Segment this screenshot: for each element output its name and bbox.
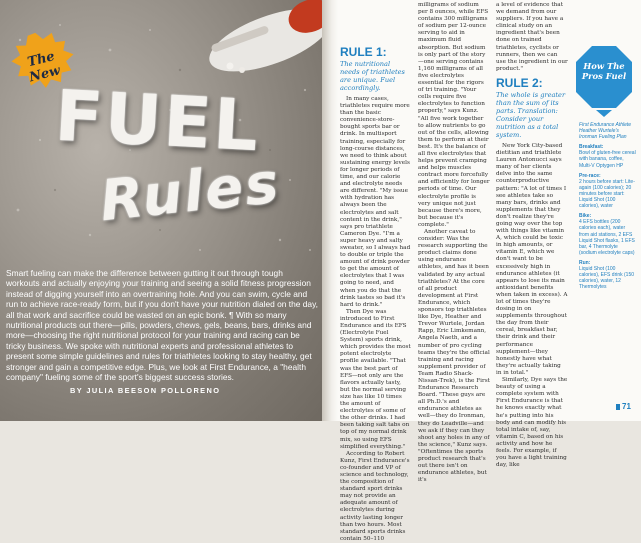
page-gutter [322,0,338,421]
sidebar-section [579,144,636,168]
sidebar-section [579,213,636,256]
sidebar-section [579,260,636,290]
headline-rules: Rules [97,150,284,235]
sidebar-section-text: 2 hours before start: Lite-again (100 calories); 20 minutes before start: Liquid Shot (100 calories), water [579,178,635,210]
sidebar-body [579,122,636,290]
sidebar-section-label: Run: [579,259,591,266]
sidebar-section-text: Liquid Shot (100 calories), EFS drink (150 calories), water, 12 Thermolytes [579,265,635,291]
sidebar-section-label: Bike: [579,213,592,220]
left-page-salt-photo [0,0,322,421]
rule-2-paragraph: New York City-based dietitian and triathlete Lauren Antonucci says many of her clients delve into the same counterproductive pattern: "A lot of times I see athletes take so many bars, drinks and supplements that they don't realize they're going way over the top with things like vitamin A, which could be toxic in high amounts, or vitamin E, which we don't want to be excessively high in endurance athletes (it appears to lose its main antioxidant benefits when taken in excess). A lot of times they're dosing in on supplements throughout the day from their cereal, breakfast bar, their drink and their performance supplement—they honestly have what they're actually taking in in total." [496,142,568,376]
right-page [338,0,641,542]
sidebar-section-text: 4 EFS bottles (200 calories each), water from aid stations, 2 EFS Liquid Shot flasks, 1 EFS bar, 4 Thermolyte (sodium electrolyte caps) [579,219,635,256]
supplement-bottle-image [190,0,322,75]
rule-2-paragraph: Similarly, Dye says the beauty of using a complete system with First Endurance is that he knows exactly what he's putting into his body and can modify his total intake of, say, vitamin C, based on his activity and how he feels. For example, if you have a light training day, like [496,377,568,469]
column-2-paragraph: milligrams of sodium per 8 ounces, while EFS contains 300 milligrams of sodium per 12-ounce serving to aid in maximum fluid absorption. But sodium is only part of the story—one serving contains 1,160 milligrams of all five electrolytes essential for the rigors of tri training. "Your cells require five electrolytes to function properly," says Kunz. "All five work together to allow nutrients to go out of the cells, allowing them to perform at their best. It's the balance of all five electrolytes that helps prevent cramping and helps muscles contract more forcefully and efficiently for longer periods of time. Our electrolyte profile is very unique not just because there's more, but because it's complete." [418,2,490,228]
rule-1-paragraph: According to Robert Kunz, First Endurance's co-founder and VP of science and technology, the composition of standard sport drinks may not provide an adequate amount of electrolytes during activity lasting longer than two hours. Most standard sports drinks contain 50–110 [340,450,410,542]
byline: BY JULIA BEESON POLLORENO [70,386,221,395]
sidebar-section-label: Breakfast: [579,144,604,151]
column-1 [340,46,411,543]
sidebar-section [579,173,636,210]
rule-2-heading: RULE 2: [496,75,543,90]
rule-1-heading: RULE 1: [340,45,387,59]
page-number: 71 [622,402,631,411]
column-3 [496,2,568,469]
column-2-paragraph: Another caveat to consider: Was the research supporting the product claims done using endurance athletes, and has it been validated by any actual triathletes? At the core of all product development at First Endurance, which sponsors top triathletes like Dye, Heather and Trevor Wurtele, Jordan Rapp, Eric Limkemann, Angela Naeth, and a number of pro cycling teams they're the official training and racing supplement provider of Team Radio Shack-Nissan-Trek), is the First Endurance Research Board. "These guys are all Ph.D.'s and endurance athletes as well—they do Ironman, they do Leadville—and we ask if they can they shoot any holes in any of the science," Kunz says. "Oftentimes the sports product research that's out there isn't on endurance athletes, but it's [418,229,490,484]
page-number-bar [616,404,620,410]
rule-1-paragraph: In many cases, triathletes require more than the basic convenience-store-bought sports bar or drink. In multisport training, especially for long-course distances, we need to think about sustaining energy levels for longer periods of time, and our calorie and electrolyte needs are different. "My issue with hydration has always been the electrolytes and salt content in the drink," says pro triathlete Cameron Dye. "I'm a super heavy and salty sweater, so I always had to double or triple the amount of drink powder to get the amount of electrolytes that I was going to need, and when you do that the drink tastes so bad it's hard to drink." [340,96,411,308]
column-2 [418,2,490,484]
sidebar-section-label: Pre-race: [579,172,601,179]
rule-1-paragraph: Then Dye was introduced to First Endurance and its EFS (Electrolyte Fuel System) sports drink, which provides the most potent electrolyte profile available. "That was the best part of EFS—not only are the flavors actually tasty, but the normal serving size has like 10 times the amount of electrolytes of some of the other drinks. I had been taking salt tabs on top of my normal drink mix, so using EFS simplified everything." [340,308,411,450]
rule-1-deck: The nutritional needs of triathletes are unique. Fuel accordingly. [340,60,405,92]
article-deck: Smart fueling can make the difference between gutting it out through tough workouts and actually enjoying your training and seeing a solid fitness progression instead of digging yourself into an overtraining hole. And you can swim, cycle and run to achieve race-ready form, but if you don't have your nutrition dialed on the day, all that work and sacrifice could be wasted on an epic bonk. ¶ With so many nutritional products out there—pills, powders, chews, gels, beans, bars, drinks and more—choosing the right nutritional protocol for your training and racing can be tricky business. We spoke with nutritional experts and professional athletes to present some simple guidelines and rules for triathletes looking to stay healthy, get stronger and gain a competitive edge. Plus, we look at First Endurance, a "health company" fueling some of the sport's biggest success stories. [6,268,318,383]
column-3-intro: a level of evidence that we demand from our suppliers. If you have a clinical study on an ingredient that's been done on trained triathletes, cyclists or runners, then we can use the ingredient in our product." [496,2,568,72]
sidebar-intro: First Endurance Athlete Heather Wurtele's Ironman Fueling Plan [579,122,632,141]
sidebar-section-text: Bowl of gluten-free cereal with banana, coffee, Multi-V Optygen HP [579,150,636,169]
rule-2-deck: The whole is greater than the sum of its parts. Translation: Consider your nutrition as a total system. [496,90,566,139]
new-badge-label: The New [26,49,62,86]
sidebar-title: How The Pros Fuel [581,61,627,81]
headline-fuel: FUEL [52,74,263,168]
